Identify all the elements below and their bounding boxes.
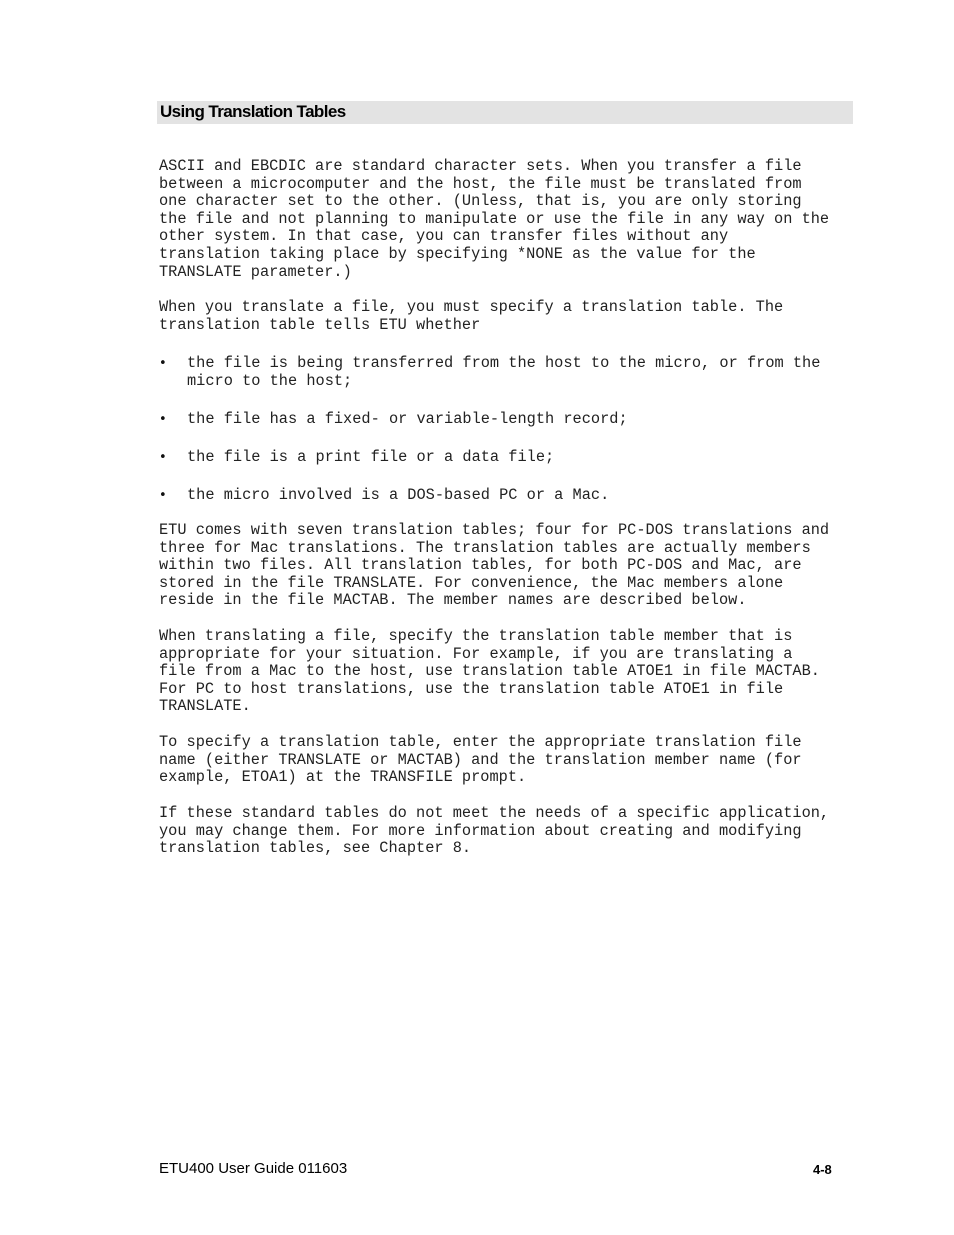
paragraph-specify-member: When translating a file, specify the translation table member that is appropriate for your situation. For example, if you are translating a file from a Mac to the host, use translation table ATOE1 in file MACTAB. For PC to host translations, use the translation table ATOE1 in file TRANSLATE.	[159, 627, 820, 716]
bullet-icon: •	[159, 356, 167, 371]
bullet-icon: •	[159, 412, 167, 427]
bullet-icon: •	[159, 488, 167, 503]
footer-page-number: 4-8	[813, 1162, 832, 1177]
paragraph-modify-tables: If these standard tables do not meet the needs of a specific application, you may change them. For more information about creating and modifying translation tables, see Chapter 8.	[159, 804, 830, 858]
list-item-text: the micro involved is a DOS-based PC or a Mac.	[187, 486, 610, 504]
list-item-text: the file has a fixed- or variable-length record;	[187, 410, 628, 428]
bullet-icon: •	[159, 450, 167, 465]
paragraph-seven-tables: ETU comes with seven translation tables; four for PC-DOS translations and three for Mac translations. The translation tables are actually members within two files. All translation tables, for both PC-DOS and Mac, are stored in the file TRANSLATE. For convenience, the Mac members alone reside in the file MACTAB. The member names are described below.	[159, 521, 830, 610]
section-title: Using Translation Tables	[160, 102, 346, 121]
footer-doc-title: ETU400 User Guide 011603	[159, 1160, 348, 1177]
paragraph-character-sets: ASCII and EBCDIC are standard character sets. When you transfer a file between a microcomputer and the host, the file must be translated from one character set to the other. (Unless, that is, you are only storing the file and not planning to manipulate or use the file in any way on the other system. In that case, you can transfer files without any translation taking place by specifying *NONE as the value for the TRANSLATE parameter.)	[159, 157, 830, 281]
list-item-text: the file is being transferred from the host to the micro, or from the micro to the host;	[187, 354, 821, 390]
list-item-text: the file is a print file or a data file;	[187, 448, 555, 466]
paragraph-transfile-prompt: To specify a translation table, enter the appropriate translation file name (either TRANSLATE or MACTAB) and the translation member name (for example, ETOA1) at the TRANSFILE prompt.	[159, 733, 802, 787]
section-heading-bar	[157, 101, 853, 124]
paragraph-translation-table-intro: When you translate a file, you must specify a translation table. The translation table tells ETU whether	[159, 298, 784, 334]
